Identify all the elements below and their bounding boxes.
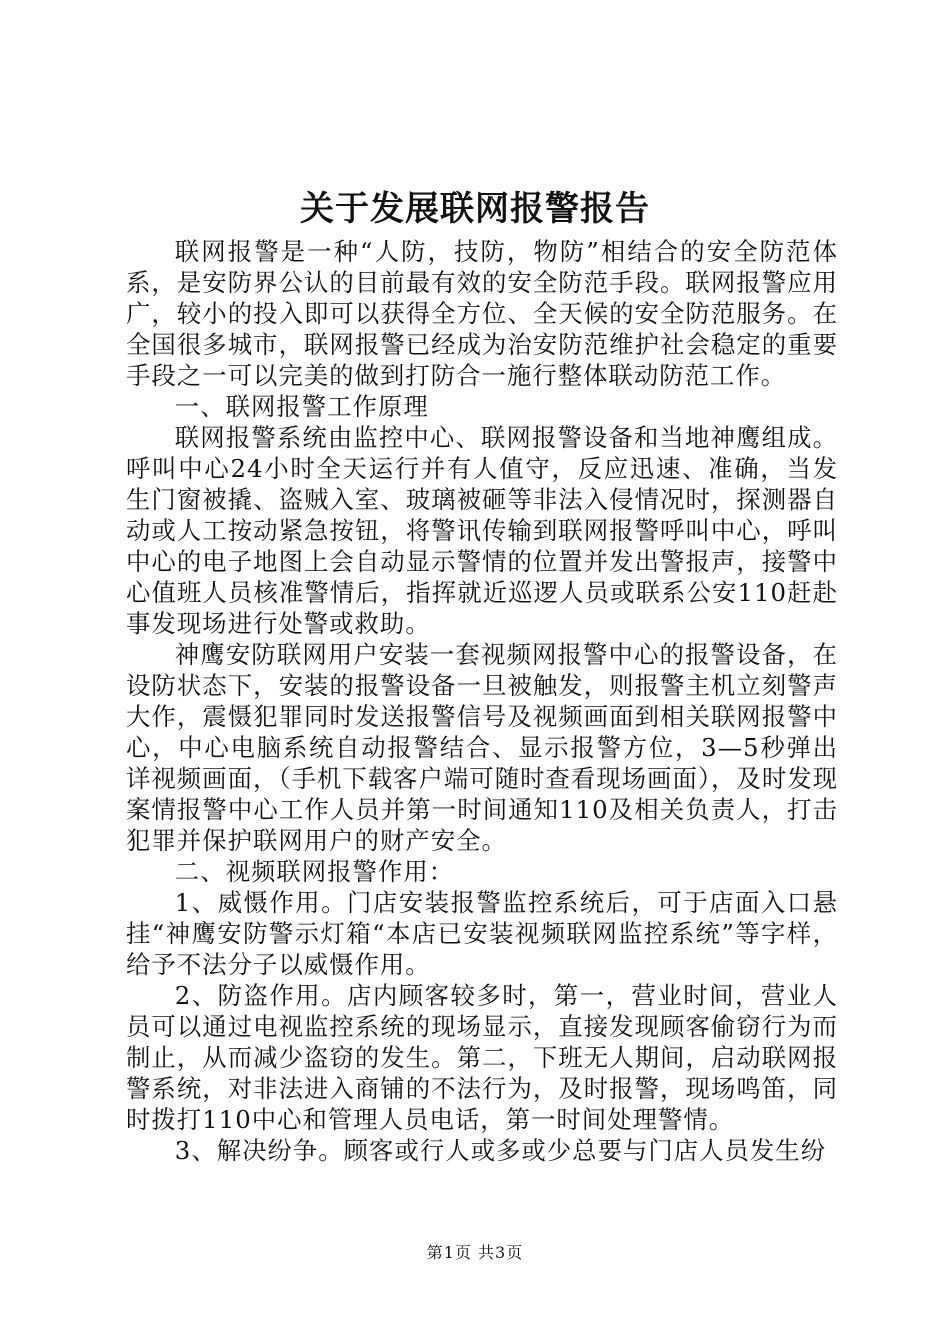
paragraph-theft-prevention: 2、防盗作用。店内顾客较多时，第一，营业时间，营业人员可以通过电视监控系统的现场显示，直接发现顾客偷窃行为而制止，从而减少盗窃的发生。第二，下班无人期间，启动联网报警系统，对非法进入商铺的不法行为，及时报警，现场鸣笛，同时拨打110中心和管理人员电话，第一时间处理警情。 bbox=[126, 981, 838, 1134]
paragraph-video-alarm: 神鹰安防联网用户安装一套视频网报警中心的报警设备，在设防状态下，安装的报警设备一旦被触发，则报警主机立刻警声大作，震慑犯罪同时发送报警信号及视频画面到相关联网报警中心，中心电脑系统自动报警结合、显示报警方位，3—5秒弹出详视频画面，（手机下载客户端可随时查看现场画面），及时发现案情报警中心工作人员并第一时间通知110及相关负责人，打击犯罪并保护联网用户的财产安全。 bbox=[126, 640, 838, 855]
section-heading-principle: 一、联网报警工作原理 bbox=[174, 392, 429, 421]
section-heading-functions: 二、视频联网报警作用： bbox=[174, 857, 455, 886]
document-body bbox=[126, 236, 838, 1166]
paragraph-deterrence: 1、威慑作用。门店安装报警监控系统后，可于店面入口悬挂“神鹰安防警示灯箱“本店已安装视频联网监控系统”等字样，给予不法分子以威慑作用。 bbox=[126, 888, 838, 979]
document-title: 关于发展联网报警报告 bbox=[300, 189, 650, 229]
paragraph-principle: 联网报警系统由监控中心、联网报警设备和当地神鹰组成。呼叫中心24小时全天运行并有人值守，反应迅速、准确，当发生门窗被撬、盗贼入室、玻璃被砸等非法入侵情况时，探测器自动或人工按动紧急按钮，将警讯传输到联网报警呼叫中心，呼叫中心的电子地图上会自动显示警情的位置并发出警报声，接警中心值班人员核准警情后，指挥就近巡逻人员或联系公安110赶赴事发现场进行处警或救助。 bbox=[126, 423, 838, 638]
paragraph-dispute-resolution: 3、解决纷争。顾客或行人或多或少总要与门店人员发生纷 bbox=[174, 1136, 827, 1165]
paragraph-intro: 联网报警是一种“人防，技防，物防”相结合的安全防范体系，是安防界公认的目前最有效的安全防范手段。联网报警应用广，较小的投入即可以获得全方位、全天候的安全防范服务。在全国很多城市，联网报警已经成为治安防范维护社会稳定的重要手段之一可以完美的做到打防合一施行整体联动防范工作。 bbox=[126, 237, 838, 390]
page-footer: 第1页 共3页 bbox=[426, 1243, 524, 1262]
